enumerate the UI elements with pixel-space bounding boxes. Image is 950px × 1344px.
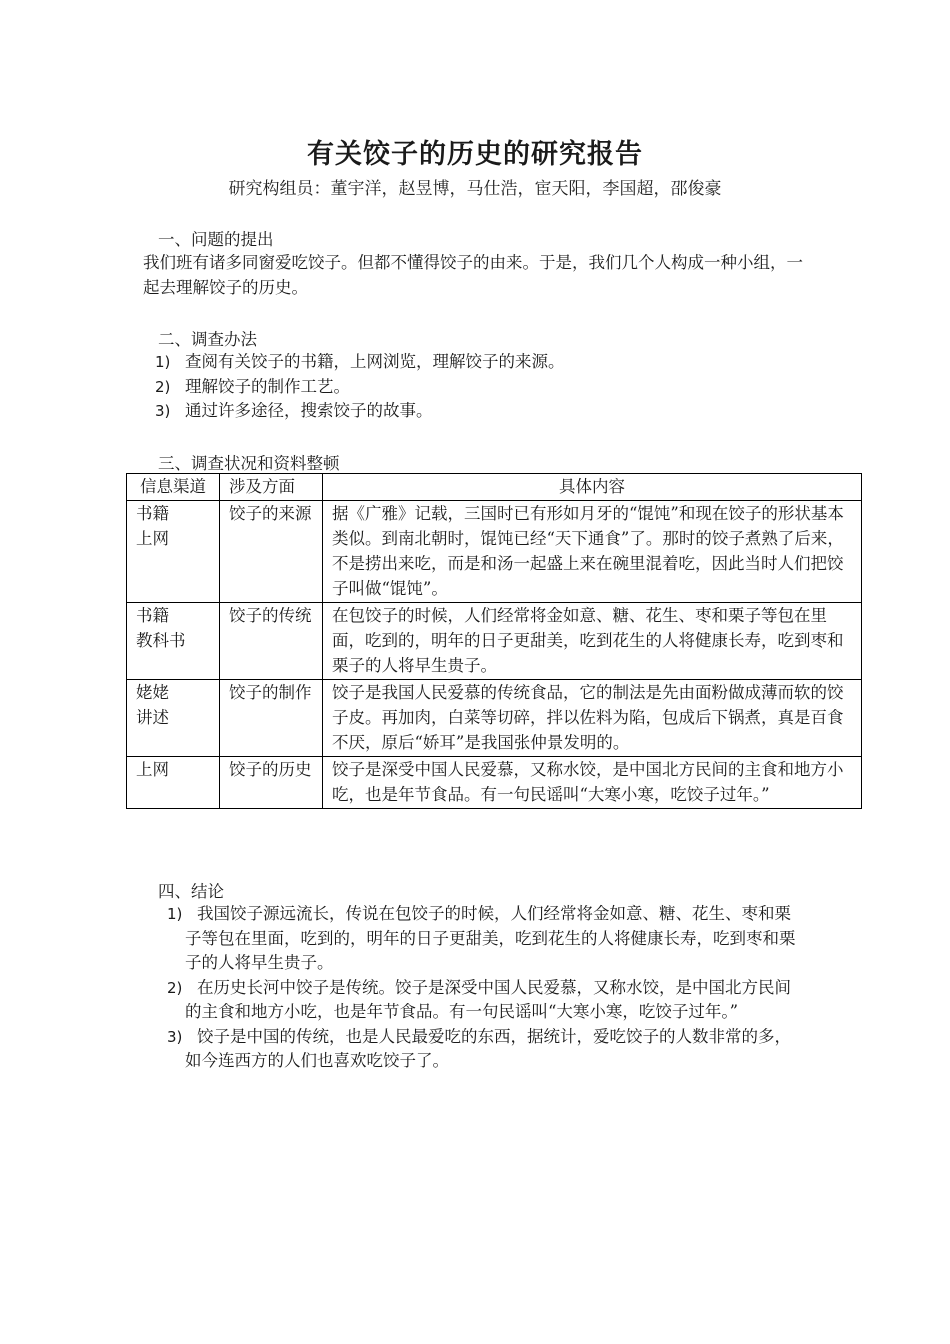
cell-channel: 书籍 上网 xyxy=(127,501,220,603)
list-item xyxy=(155,375,805,400)
list-item xyxy=(155,350,805,375)
column-header-content: 具体内容 xyxy=(323,474,862,501)
list-number: 1) xyxy=(167,905,183,923)
list-item xyxy=(155,976,805,1025)
table-row xyxy=(127,501,862,603)
cell-channel: 姥姥 讲述 xyxy=(127,680,220,757)
survey-table xyxy=(126,473,862,809)
list-item-text: 饺子是中国的传统，也是人民最爱吃的东西，据统计，爱吃饺子的人数非常的多，如今连西方的人们也喜欢吃饺子了。 xyxy=(185,1026,791,1070)
cell-content: 在包饺子的时候，人们经常将金如意、糖、花生、枣和栗子等包在里面，吃到的，明年的日子更甜美，吃到花生的人将健康长寿，吃到枣和栗子的人将早生贵子。 xyxy=(323,603,862,680)
method-list xyxy=(155,350,805,424)
table-row xyxy=(127,603,862,680)
cell-content: 饺子是我国人民爱慕的传统食品，它的制法是先由面粉做成薄而软的饺子皮。再加肉，白菜等切碎，拌以佐料为陷，包成后下锅煮，真是百食不厌，原后“娇耳”是我国张仲景发明的。 xyxy=(323,680,862,757)
list-item xyxy=(155,1025,805,1074)
cell-channel: 书籍 教科书 xyxy=(127,603,220,680)
column-header-aspect: 涉及方面 xyxy=(220,474,323,501)
research-members: 研究构组员：董宇洋，赵昱博，马仕浩，宦天阳，李国超，邵俊豪 xyxy=(228,179,722,199)
list-item xyxy=(155,902,805,976)
table-row xyxy=(127,680,862,757)
list-number: 2) xyxy=(167,978,183,997)
page-title: 有关饺子的历史的研究报告 xyxy=(307,139,643,170)
cell-channel: 上网 xyxy=(127,757,220,809)
conclusion-list xyxy=(155,902,805,1074)
column-header-channel: 信息渠道 xyxy=(127,474,220,501)
cell-aspect: 饺子的历史 xyxy=(220,757,323,809)
table-header-row xyxy=(127,474,862,501)
list-item-text: 在历史长河中饺子是传统。饺子是深受中国人民爱慕，又称水饺，是中国北方民间的主食和地方小吃，也是年节食品。有一句民谣叫“大寒小寒，吃饺子过年。” xyxy=(185,977,791,1021)
section-heading-problem: 一、问题的提出 xyxy=(158,230,274,249)
list-item-text: 查阅有关饺子的书籍，上网浏览，理解饺子的来源。 xyxy=(185,352,565,371)
section-heading-method: 二、调查办法 xyxy=(158,330,257,349)
cell-aspect: 饺子的制作 xyxy=(220,680,323,757)
list-item-text: 理解饺子的制作工艺。 xyxy=(185,376,350,396)
cell-aspect: 饺子的传统 xyxy=(220,603,323,680)
list-number: 1) xyxy=(155,353,171,371)
cell-aspect: 饺子的来源 xyxy=(220,501,323,603)
table-row xyxy=(127,757,862,809)
list-item-text: 我国饺子源远流长，传说在包饺子的时候，人们经常将金如意、糖、花生、枣和栗子等包在里面，吃到的，明年的日子更甜美，吃到花生的人将健康长寿，吃到枣和栗子的人将早生贵子。 xyxy=(185,904,796,972)
list-item-text: 通过许多途径，搜索饺子的故事。 xyxy=(185,401,433,420)
list-item xyxy=(155,399,805,424)
cell-content: 据《广雅》记载，三国时已有形如月牙的“馄饨”和现在饺子的形状基本类似。到南北朝时，馄饨已经“天下通食”了。那时的饺子煮熟了后来，不是捞出来吃，而是和汤一起盛上来在碗里混着吃，因此当时人们把饺子叫做“馄饨”。 xyxy=(323,501,862,603)
list-number: 3) xyxy=(155,402,171,420)
list-number: 2) xyxy=(155,377,171,396)
section-heading-conclusion: 四、结论 xyxy=(158,882,224,901)
section-heading-survey: 三、调查状况和资料整顿 xyxy=(158,454,340,473)
list-number: 3) xyxy=(167,1027,183,1046)
cell-content: 饺子是深受中国人民爱慕，又称水饺，是中国北方民间的主食和地方小吃，也是年节食品。有一句民谣叫“大寒小寒，吃饺子过年。” xyxy=(323,757,862,809)
problem-paragraph: 我们班有诸多同窗爱吃饺子。但都不懂得饺子的由来。于是，我们几个人构成一种小组，一起去理解饺子的历史。 xyxy=(143,253,803,297)
